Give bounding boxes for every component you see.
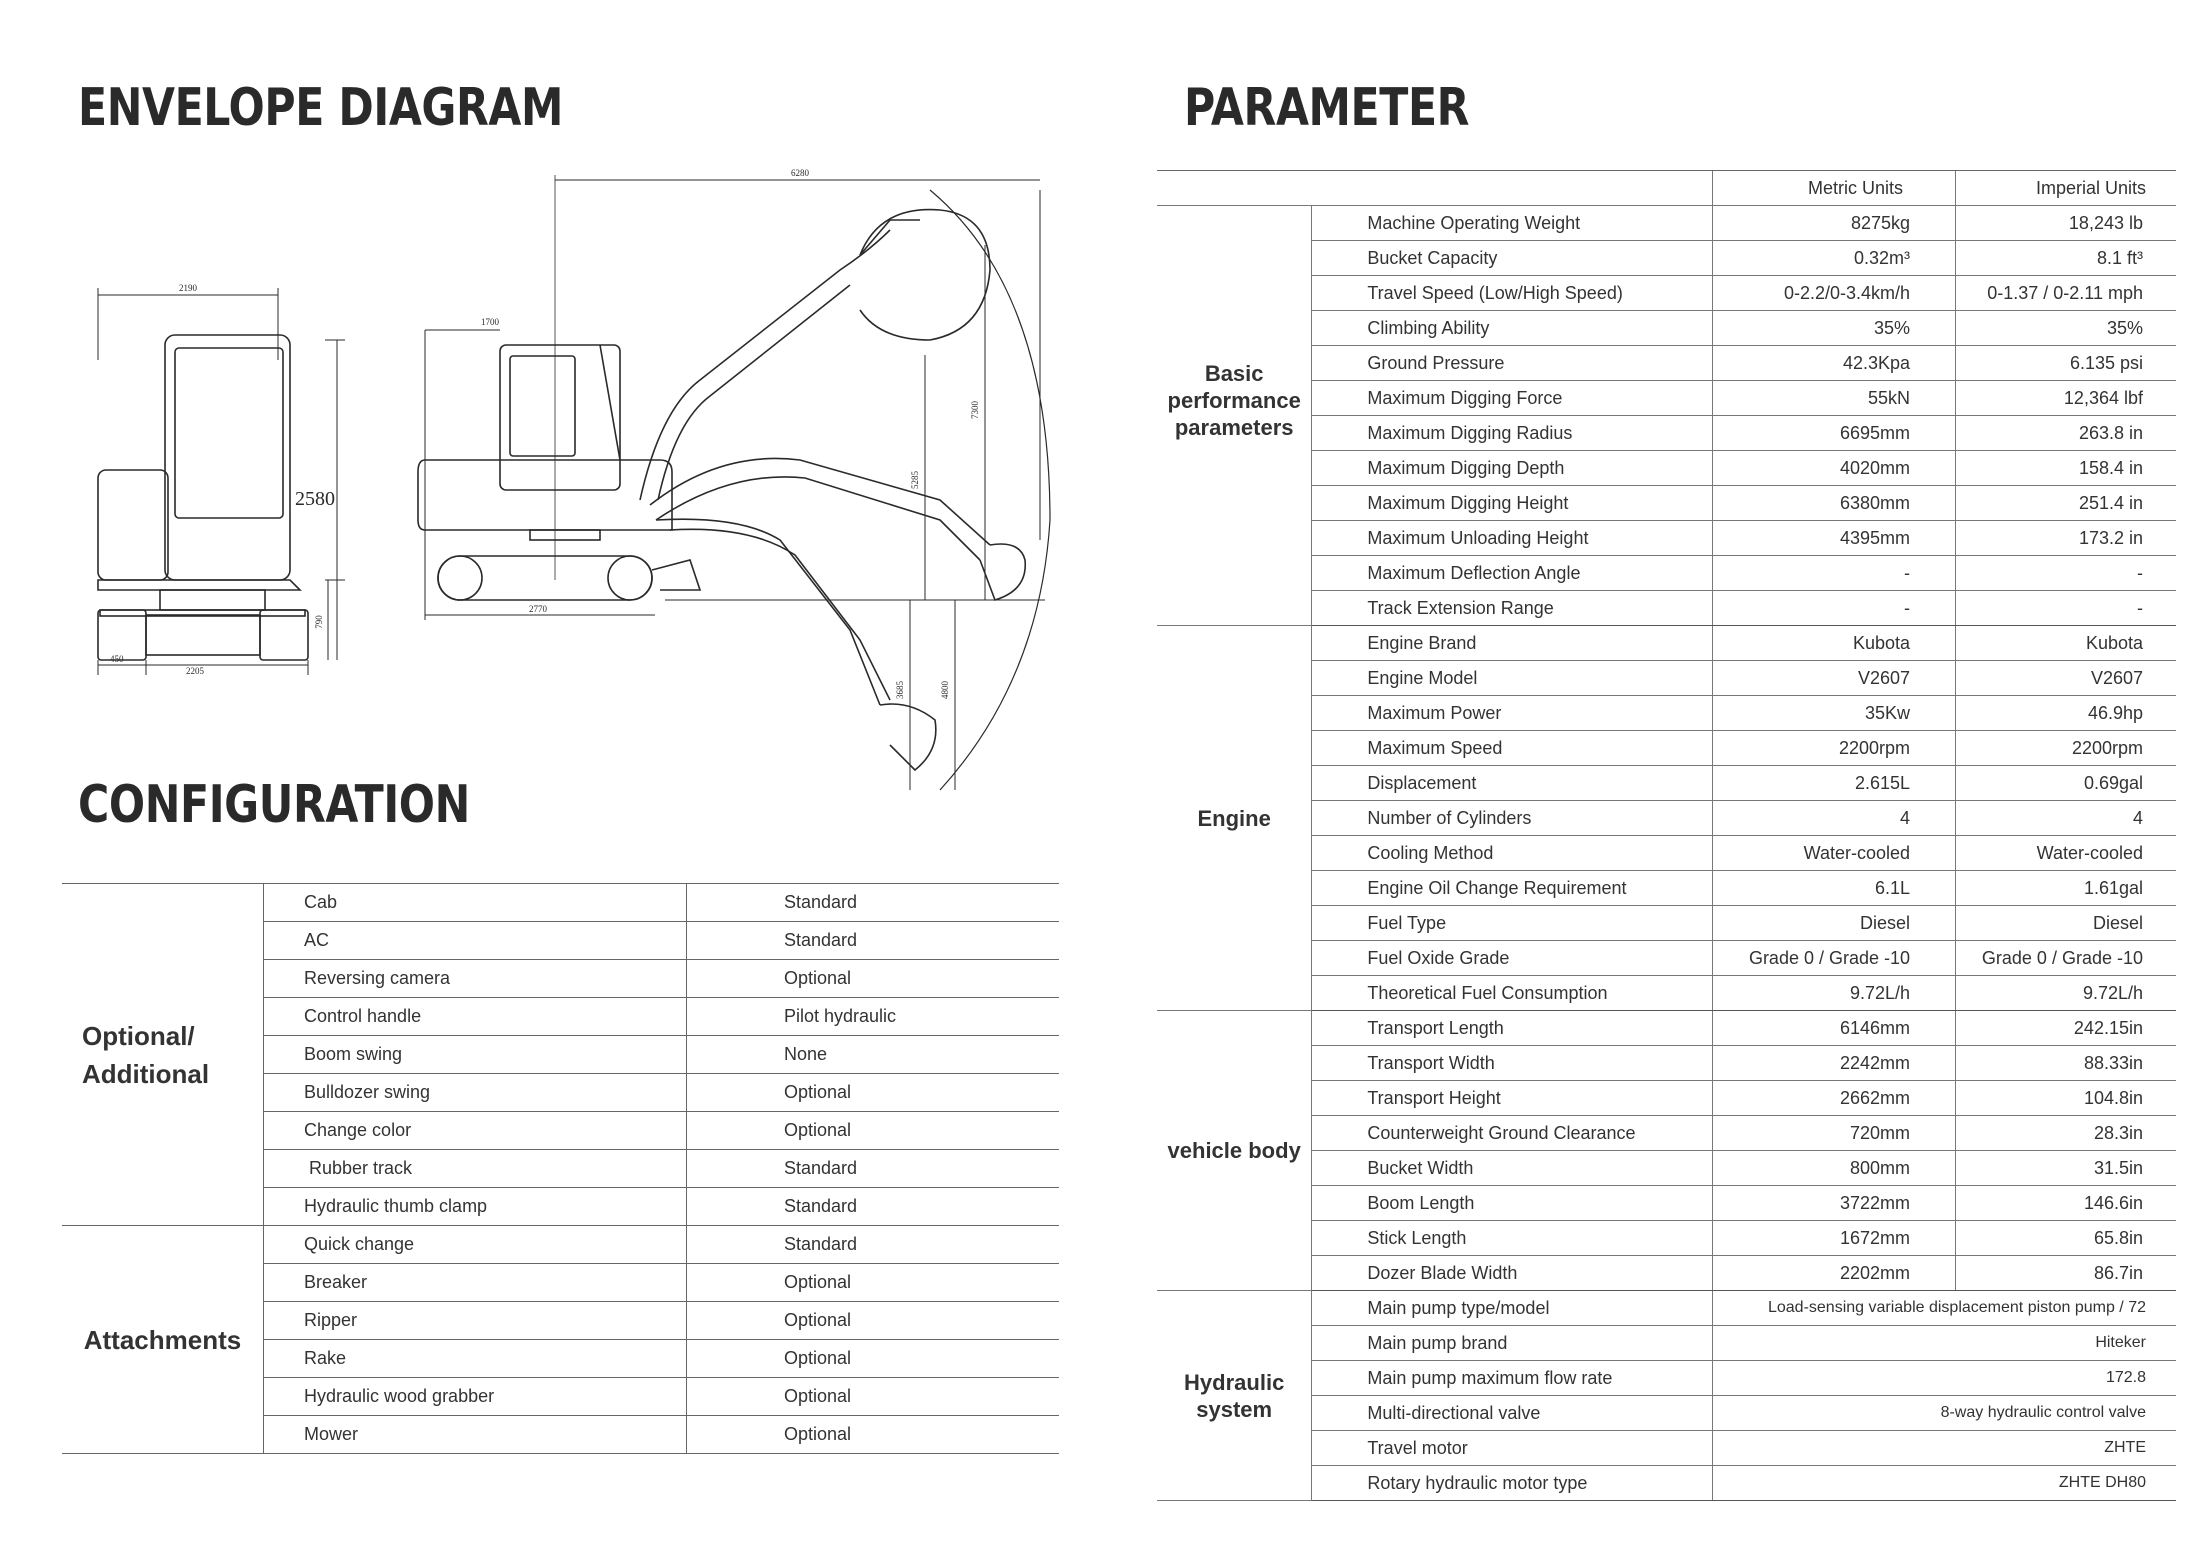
dim-track-length: 2770 bbox=[529, 604, 547, 614]
param-label: Displacement bbox=[1312, 766, 1713, 801]
param-label: Maximum Digging Height bbox=[1312, 486, 1713, 521]
param-metric-value: Diesel bbox=[1712, 906, 1955, 941]
config-item: Boom swing bbox=[264, 1036, 687, 1074]
config-value: Optional bbox=[687, 960, 1060, 998]
config-item: Quick change bbox=[264, 1226, 687, 1264]
param-imperial-value: V2607 bbox=[1956, 661, 2176, 696]
config-item: Control handle bbox=[264, 998, 687, 1036]
dim-front-width: 2190 bbox=[179, 283, 197, 293]
config-value: Optional bbox=[687, 1264, 1060, 1302]
table-row bbox=[1157, 1291, 2176, 1326]
param-metric-value: 2200rpm bbox=[1712, 731, 1955, 766]
param-label: Machine Operating Weight bbox=[1312, 206, 1713, 241]
param-metric-value: 6146mm bbox=[1712, 1011, 1955, 1046]
param-label: Maximum Unloading Height bbox=[1312, 521, 1713, 556]
config-value: Optional bbox=[687, 1378, 1060, 1416]
config-group-attachments: Attachments bbox=[62, 1226, 264, 1454]
param-label: Main pump brand bbox=[1312, 1326, 1713, 1361]
config-value: Standard bbox=[687, 1226, 1060, 1264]
table-row bbox=[1157, 206, 2176, 241]
param-label: Travel motor bbox=[1312, 1431, 1713, 1466]
configuration-table bbox=[62, 883, 1059, 1454]
param-label: Rotary hydraulic motor type bbox=[1312, 1466, 1713, 1501]
param-imperial-value: 35% bbox=[1956, 311, 2176, 346]
param-metric-value: 2202mm bbox=[1712, 1256, 1955, 1291]
dim-reach: 6280 bbox=[791, 168, 809, 178]
config-item: Rake bbox=[264, 1340, 687, 1378]
param-category: Engine bbox=[1157, 626, 1312, 1011]
param-metric-value: 720mm bbox=[1712, 1116, 1955, 1151]
param-label: Stick Length bbox=[1312, 1221, 1713, 1256]
param-imperial-value: 88.33in bbox=[1956, 1046, 2176, 1081]
side-view bbox=[418, 168, 1050, 790]
param-value: Load-sensing variable displacement piston pump / 72 bbox=[1712, 1291, 2176, 1326]
param-imperial-value: 0.69gal bbox=[1956, 766, 2176, 801]
param-imperial-value: - bbox=[1956, 591, 2176, 626]
param-value: Hiteker bbox=[1712, 1326, 2176, 1361]
param-imperial-value: 8.1 ft³ bbox=[1956, 241, 2176, 276]
param-label: Track Extension Range bbox=[1312, 591, 1713, 626]
configuration-heading: CONFIGURATION bbox=[78, 775, 470, 835]
param-label: Counterweight Ground Clearance bbox=[1312, 1116, 1713, 1151]
param-metric-value: 8275kg bbox=[1712, 206, 1955, 241]
param-label: Travel Speed (Low/High Speed) bbox=[1312, 276, 1713, 311]
param-label: Engine Oil Change Requirement bbox=[1312, 871, 1713, 906]
param-imperial-value: 104.8in bbox=[1956, 1081, 2176, 1116]
param-label: Ground Pressure bbox=[1312, 346, 1713, 381]
config-value: Standard bbox=[687, 1150, 1060, 1188]
header-metric: Metric Units bbox=[1712, 171, 1955, 206]
param-metric-value: 6695mm bbox=[1712, 416, 1955, 451]
param-label: Engine Model bbox=[1312, 661, 1713, 696]
param-imperial-value: 28.3in bbox=[1956, 1116, 2176, 1151]
param-metric-value: 2.615L bbox=[1712, 766, 1955, 801]
param-imperial-value: 173.2 in bbox=[1956, 521, 2176, 556]
param-metric-value: 35% bbox=[1712, 311, 1955, 346]
config-item: Reversing camera bbox=[264, 960, 687, 998]
param-metric-value: 1672mm bbox=[1712, 1221, 1955, 1256]
param-metric-value: 55kN bbox=[1712, 381, 1955, 416]
param-metric-value: 4020mm bbox=[1712, 451, 1955, 486]
table-row bbox=[1157, 1011, 2176, 1046]
param-imperial-value: 251.4 in bbox=[1956, 486, 2176, 521]
param-imperial-value: 65.8in bbox=[1956, 1221, 2176, 1256]
param-imperial-value: 18,243 lb bbox=[1956, 206, 2176, 241]
param-imperial-value: 46.9hp bbox=[1956, 696, 2176, 731]
dim-track-height: 790 bbox=[314, 615, 324, 629]
parameter-heading: PARAMETER bbox=[1184, 78, 1470, 138]
param-imperial-value: 6.135 psi bbox=[1956, 346, 2176, 381]
param-label: Boom Length bbox=[1312, 1186, 1713, 1221]
param-imperial-value: 263.8 in bbox=[1956, 416, 2176, 451]
param-imperial-value: 158.4 in bbox=[1956, 451, 2176, 486]
config-item: Breaker bbox=[264, 1264, 687, 1302]
envelope-diagram-heading: ENVELOPE DIAGRAM bbox=[78, 78, 564, 138]
param-label: Fuel Oxide Grade bbox=[1312, 941, 1713, 976]
param-metric-value: Grade 0 / Grade -10 bbox=[1712, 941, 1955, 976]
config-item: Bulldozer swing bbox=[264, 1074, 687, 1112]
param-label: Engine Brand bbox=[1312, 626, 1713, 661]
param-imperial-value: 146.6in bbox=[1956, 1186, 2176, 1221]
param-metric-value: 4 bbox=[1712, 801, 1955, 836]
param-label: Main pump type/model bbox=[1312, 1291, 1713, 1326]
config-value: Standard bbox=[687, 1188, 1060, 1226]
param-imperial-value: 31.5in bbox=[1956, 1151, 2176, 1186]
dim-track-width: 2205 bbox=[186, 666, 204, 676]
param-metric-value: 2662mm bbox=[1712, 1081, 1955, 1116]
param-label: Transport Width bbox=[1312, 1046, 1713, 1081]
param-label: Fuel Type bbox=[1312, 906, 1713, 941]
param-imperial-value: 242.15in bbox=[1956, 1011, 2176, 1046]
dim-track-shoe: 450 bbox=[110, 654, 124, 664]
config-value: Standard bbox=[687, 922, 1060, 960]
param-label: Transport Length bbox=[1312, 1011, 1713, 1046]
param-imperial-value: Diesel bbox=[1956, 906, 2176, 941]
front-view bbox=[98, 283, 345, 676]
param-metric-value: 800mm bbox=[1712, 1151, 1955, 1186]
param-category: Hydraulic system bbox=[1157, 1291, 1312, 1501]
param-label: Maximum Digging Radius bbox=[1312, 416, 1713, 451]
param-metric-value: 6380mm bbox=[1712, 486, 1955, 521]
param-value: 172.8 bbox=[1712, 1361, 2176, 1396]
param-imperial-value: 12,364 lbf bbox=[1956, 381, 2176, 416]
config-item: Mower bbox=[264, 1416, 687, 1454]
param-label: Bucket Width bbox=[1312, 1151, 1713, 1186]
param-metric-value: 0-2.2/0-3.4km/h bbox=[1712, 276, 1955, 311]
param-label: Theoretical Fuel Consumption bbox=[1312, 976, 1713, 1011]
param-label: Maximum Speed bbox=[1312, 731, 1713, 766]
param-imperial-value: - bbox=[1956, 556, 2176, 591]
config-item: Cab bbox=[264, 884, 687, 922]
param-imperial-value: 4 bbox=[1956, 801, 2176, 836]
param-metric-value: 9.72L/h bbox=[1712, 976, 1955, 1011]
config-value: Optional bbox=[687, 1074, 1060, 1112]
param-label: Multi-directional valve bbox=[1312, 1396, 1713, 1431]
dim-dump-height: 5285 bbox=[910, 471, 920, 489]
dim-tail: 1700 bbox=[481, 317, 499, 327]
header-blank bbox=[1157, 171, 1312, 206]
param-label: Cooling Method bbox=[1312, 836, 1713, 871]
param-imperial-value: Grade 0 / Grade -10 bbox=[1956, 941, 2176, 976]
config-group-optional: Optional/ Additional bbox=[62, 884, 264, 1226]
config-item: Hydraulic thumb clamp bbox=[264, 1188, 687, 1226]
dim-dig-depth: 4800 bbox=[940, 681, 950, 699]
config-item: AC bbox=[264, 922, 687, 960]
param-metric-value: 4395mm bbox=[1712, 521, 1955, 556]
param-value: ZHTE DH80 bbox=[1712, 1466, 2176, 1501]
config-value: None bbox=[687, 1036, 1060, 1074]
param-label: Transport Height bbox=[1312, 1081, 1713, 1116]
param-metric-value: 35Kw bbox=[1712, 696, 1955, 731]
config-item: Rubber track bbox=[264, 1150, 687, 1188]
param-metric-value: 2242mm bbox=[1712, 1046, 1955, 1081]
param-label: Main pump maximum flow rate bbox=[1312, 1361, 1713, 1396]
param-metric-value: 0.32m³ bbox=[1712, 241, 1955, 276]
param-label: Maximum Digging Depth bbox=[1312, 451, 1713, 486]
param-label: Bucket Capacity bbox=[1312, 241, 1713, 276]
param-metric-value: - bbox=[1712, 591, 1955, 626]
config-value: Optional bbox=[687, 1340, 1060, 1378]
param-label: Climbing Ability bbox=[1312, 311, 1713, 346]
param-imperial-value: 2200rpm bbox=[1956, 731, 2176, 766]
param-imperial-value: 1.61gal bbox=[1956, 871, 2176, 906]
param-category: Basic performance parameters bbox=[1157, 206, 1312, 626]
envelope-drawing bbox=[60, 160, 1070, 810]
dim-height-main: 2580 bbox=[295, 488, 335, 510]
param-category: vehicle body bbox=[1157, 1011, 1312, 1291]
param-value: 8-way hydraulic control valve bbox=[1712, 1396, 2176, 1431]
config-item: Hydraulic wood grabber bbox=[264, 1378, 687, 1416]
header-blank-label bbox=[1312, 171, 1713, 206]
param-imperial-value: 0-1.37 / 0-2.11 mph bbox=[1956, 276, 2176, 311]
dim-dig-height: 7300 bbox=[970, 401, 980, 419]
config-value: Optional bbox=[687, 1112, 1060, 1150]
config-value: Pilot hydraulic bbox=[687, 998, 1060, 1036]
param-metric-value: 3722mm bbox=[1712, 1186, 1955, 1221]
param-label: Dozer Blade Width bbox=[1312, 1256, 1713, 1291]
param-imperial-value: Water-cooled bbox=[1956, 836, 2176, 871]
table-row bbox=[1157, 626, 2176, 661]
param-metric-value: Water-cooled bbox=[1712, 836, 1955, 871]
config-value: Optional bbox=[687, 1302, 1060, 1340]
param-imperial-value: 86.7in bbox=[1956, 1256, 2176, 1291]
config-item: Change color bbox=[264, 1112, 687, 1150]
param-label: Number of Cylinders bbox=[1312, 801, 1713, 836]
table-row bbox=[62, 884, 1059, 922]
config-value: Optional bbox=[687, 1416, 1060, 1454]
param-metric-value: Kubota bbox=[1712, 626, 1955, 661]
param-metric-value: - bbox=[1712, 556, 1955, 591]
param-imperial-value: 9.72L/h bbox=[1956, 976, 2176, 1011]
config-value: Standard bbox=[687, 884, 1060, 922]
table-header-row bbox=[1157, 171, 2176, 206]
table-row bbox=[62, 1226, 1059, 1264]
header-imperial: Imperial Units bbox=[1956, 171, 2176, 206]
param-imperial-value: Kubota bbox=[1956, 626, 2176, 661]
dim-vert-depth: 3685 bbox=[895, 681, 905, 699]
config-item: Ripper bbox=[264, 1302, 687, 1340]
param-label: Maximum Digging Force bbox=[1312, 381, 1713, 416]
parameter-table bbox=[1157, 170, 2176, 1501]
param-value: ZHTE bbox=[1712, 1431, 2176, 1466]
param-label: Maximum Power bbox=[1312, 696, 1713, 731]
param-metric-value: V2607 bbox=[1712, 661, 1955, 696]
param-label: Maximum Deflection Angle bbox=[1312, 556, 1713, 591]
param-metric-value: 42.3Kpa bbox=[1712, 346, 1955, 381]
param-metric-value: 6.1L bbox=[1712, 871, 1955, 906]
